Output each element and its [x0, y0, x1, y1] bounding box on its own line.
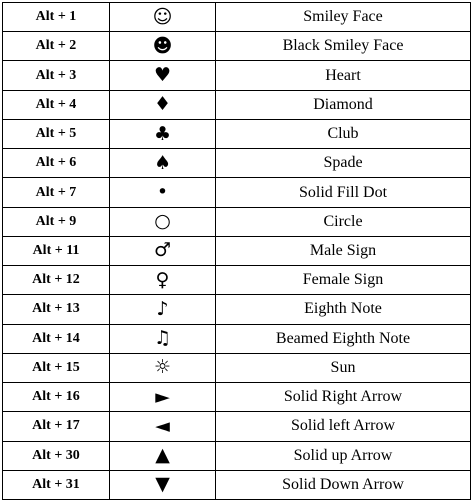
spade-icon: ♠: [110, 149, 216, 178]
alt-code-cell: Alt + 12: [3, 266, 110, 295]
table-row: [3, 236, 471, 265]
symbol-name-cell: Female Sign: [216, 266, 471, 295]
symbol-name-cell: Solid Right Arrow: [216, 383, 471, 412]
table-row: [3, 207, 471, 236]
symbol-name-cell: Circle: [216, 207, 471, 236]
table-row: [3, 470, 471, 499]
alt-code-cell: Alt + 16: [3, 383, 110, 412]
symbol-name-cell: Sun: [216, 353, 471, 382]
alt-code-cell: Alt + 14: [3, 324, 110, 353]
table-row: [3, 383, 471, 412]
diamond-icon: ♦: [110, 90, 216, 119]
table-row: [3, 324, 471, 353]
symbol-name-cell: Solid Fill Dot: [216, 178, 471, 207]
alt-code-cell: Alt + 1: [3, 3, 110, 32]
alt-code-cell: Alt + 3: [3, 61, 110, 90]
alt-code-cell: Alt + 2: [3, 32, 110, 61]
symbol-name-cell: Beamed Eighth Note: [216, 324, 471, 353]
heart-icon: ♥: [110, 61, 216, 90]
alt-code-cell: Alt + 4: [3, 90, 110, 119]
male-sign-icon: ♂: [110, 236, 216, 265]
table-row: [3, 3, 471, 32]
sun-icon: ☼: [110, 353, 216, 382]
beamed-eighth-note-icon: ♫: [110, 324, 216, 353]
alt-code-table: [2, 2, 471, 500]
circle-icon: ○: [110, 207, 216, 236]
eighth-note-icon: ♪: [110, 295, 216, 324]
table-row: [3, 32, 471, 61]
table-row: [3, 149, 471, 178]
table-row: [3, 412, 471, 441]
smiley-face-icon: ☺: [110, 3, 216, 32]
table-row: [3, 119, 471, 148]
alt-code-cell: Alt + 15: [3, 353, 110, 382]
alt-code-table-body: [3, 3, 471, 500]
symbol-name-cell: Black Smiley Face: [216, 32, 471, 61]
symbol-name-cell: Eighth Note: [216, 295, 471, 324]
table-row: [3, 90, 471, 119]
table-row: [3, 61, 471, 90]
alt-code-cell: Alt + 17: [3, 412, 110, 441]
symbol-name-cell: Solid Down Arrow: [216, 470, 471, 499]
alt-code-cell: Alt + 6: [3, 149, 110, 178]
symbol-name-cell: Male Sign: [216, 236, 471, 265]
alt-code-cell: Alt + 9: [3, 207, 110, 236]
alt-code-cell: Alt + 13: [3, 295, 110, 324]
symbol-name-cell: Heart: [216, 61, 471, 90]
symbol-name-cell: Solid left Arrow: [216, 412, 471, 441]
table-row: [3, 178, 471, 207]
symbol-name-cell: Spade: [216, 149, 471, 178]
symbol-name-cell: Club: [216, 119, 471, 148]
solid-fill-dot-icon: •: [110, 178, 216, 207]
symbol-name-cell: Solid up Arrow: [216, 441, 471, 470]
solid-right-arrow-icon: ►: [110, 383, 216, 412]
symbol-name-cell: Smiley Face: [216, 3, 471, 32]
table-row: [3, 295, 471, 324]
symbol-name-cell: Diamond: [216, 90, 471, 119]
table-row: [3, 441, 471, 470]
alt-code-cell: Alt + 11: [3, 236, 110, 265]
alt-code-cell: Alt + 30: [3, 441, 110, 470]
solid-left-arrow-icon: ◄: [110, 412, 216, 441]
solid-up-arrow-icon: ▲: [110, 441, 216, 470]
black-smiley-face-icon: ☻: [110, 32, 216, 61]
table-row: [3, 266, 471, 295]
solid-down-arrow-icon: ▼: [110, 470, 216, 499]
female-sign-icon: ♀: [110, 266, 216, 295]
alt-code-cell: Alt + 7: [3, 178, 110, 207]
table-row: [3, 353, 471, 382]
alt-code-cell: Alt + 5: [3, 119, 110, 148]
club-icon: ♣: [110, 119, 216, 148]
alt-code-cell: Alt + 31: [3, 470, 110, 499]
